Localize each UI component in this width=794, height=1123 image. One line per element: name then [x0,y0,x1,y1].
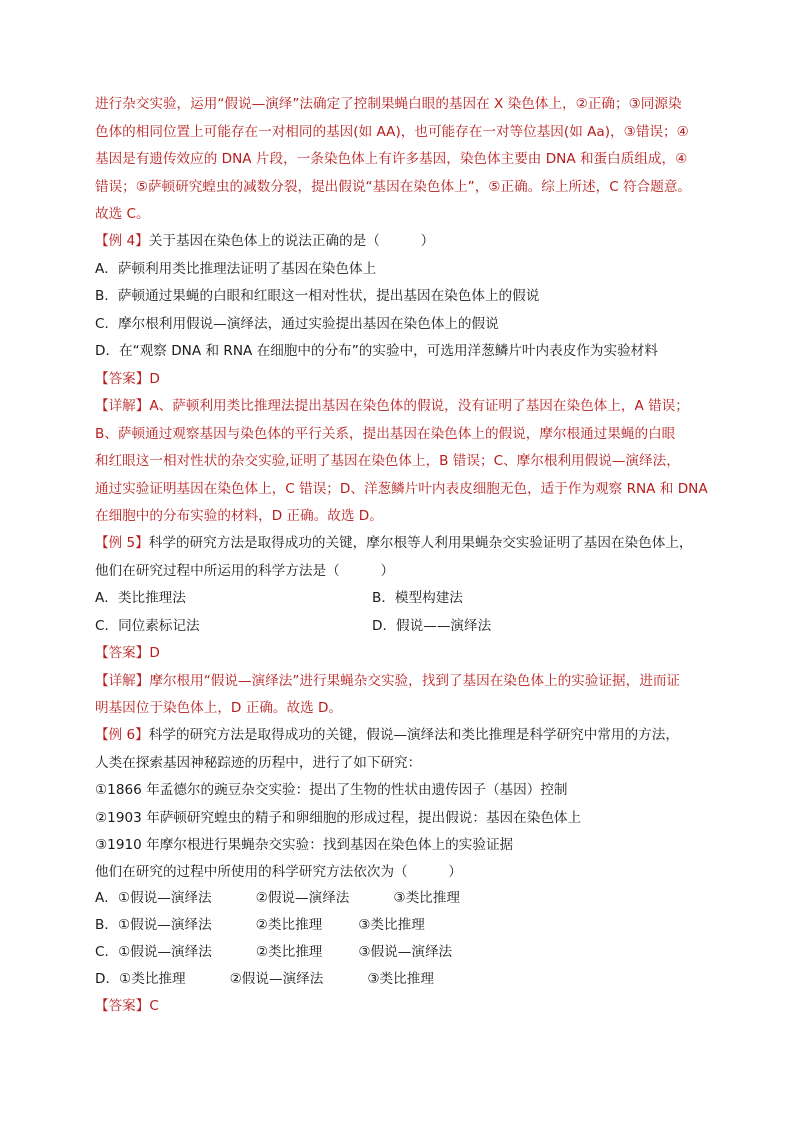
q5-option-b: B．模型构建法 [372,590,463,606]
q6-option-a [95,888,460,908]
intro-line-5: 故选 C。 [95,206,150,222]
q6-option-d-2: ②假说—演绎法 [229,971,324,987]
q4-tag: 【例 4】 [95,233,149,249]
q6-option-d-1: D．①类比推理 [95,971,186,987]
q6-item-2: ②1903 年萨顿研究蝗虫的精子和卵细胞的形成过程，提出假说：基因在染色体上 [95,810,582,826]
q5-tag: 【例 5】 [95,535,149,551]
q4-stem [95,231,434,251]
q6-option-b-2: ②类比推理 [255,917,323,933]
q6-option-c-3: ③假说—演绎法 [358,944,453,960]
q6-answer-tag: 【答案】 [95,998,150,1014]
q4-detail-line-4: 通过实验证明基因在染色体上，C 错误；D、洋葱鳞片叶内表皮细胞无色，适于作为观察 RNA 和 DNA [95,481,708,497]
q4-detail-text-1: A、萨顿利用类比推理法提出基因在染色体的假说，没有证明了基因在染色体上，A 错误； [149,398,689,414]
q6-option-d [95,969,434,989]
q6-answer-value: C [149,998,159,1014]
q4-option-a: A．萨顿利用类比推理法证明了基因在染色体上 [95,261,377,277]
q6-stem-line-6: 他们在研究的过程中所使用的科学研究方法依次为（ ） [95,864,463,880]
q4-answer-tag: 【答案】 [95,371,150,387]
q4-detail-tag: 【详解】 [95,398,150,414]
intro-line-4: 错误；⑤萨顿研究蝗虫的减数分裂，提出假说“基因在染色体上”，⑤正确。综上所述，C 符合题意。 [95,179,692,195]
q5-answer [95,643,160,663]
q5-detail-line-1 [95,671,680,691]
q5-detail-text-1: 摩尔根用“假说—演绎法”进行果蝇杂交实验，找到了基因在染色体上的实验证据，进而证 [149,673,681,689]
q6-option-a-3: ③类比推理 [393,890,460,906]
q6-option-a-2: ②假说—演绎法 [255,890,350,906]
q5-stem-line-1 [95,533,693,553]
q6-option-c [95,942,452,962]
q5-answer-value: D [149,645,160,661]
intro-line-3: 基因是有遗传效应的 DNA 片段，一条染色体上有许多基因，染色体主要由 DNA 和蛋白质组成，④ [95,151,688,167]
q6-stem-text-1: 科学的研究方法是取得成功的关键，假说—演绎法和类比推理是科学研究中常用的方法， [148,727,679,743]
q6-stem-line-1 [95,725,679,745]
q6-item-1: ①1866 年孟德尔的豌豆杂交实验：提出了生物的性状由遗传因子（基因）控制 [95,782,568,798]
q6-item-3: ③1910 年摩尔根进行果蝇杂交实验：找到基因在染色体上的实验证据 [95,837,514,853]
q5-option-a: A．类比推理法 [95,590,186,606]
q6-option-b [95,915,425,935]
q4-option-d: D．在“观察 DNA 和 RNA 在细胞中的分布”的实验中，可选用洋葱鳞片叶内表皮作为实验材料 [95,343,658,359]
intro-line-1: 进行杂交实验，运用“假说—演绎”法确定了控制果蝇白眼的基因在 X 染色体上，②正确；③同源染 [95,96,682,112]
q6-option-b-1: B．①假说—演绎法 [95,917,212,933]
q6-option-d-3: ③类比推理 [367,971,434,987]
q6-option-b-3: ③类比推理 [358,917,425,933]
q6-stem-line-2: 人类在探索基因神秘踪迹的历程中，进行了如下研究： [95,755,422,771]
q6-tag: 【例 6】 [95,727,149,743]
q4-detail-line-3: 和红眼这一相对性状的杂交实验,证明了基因在染色体上，B 错误；C、摩尔根利用假说—演绎法， [95,453,680,469]
q4-option-c: C．摩尔根利用假说—演绎法，通过实验提出基因在染色体上的假说 [95,316,499,332]
intro-line-2: 色体的相同位置上可能存在一对相同的基因(如 AA)，也可能存在一对等位基因(如 Aa)，③错误；④ [95,124,689,140]
q5-detail-line-2: 明基因位于染色体上，D 正确。故选 D。 [95,700,343,716]
q5-option-d: D．假说——演绎法 [372,618,492,634]
q5-option-c: C．同位素标记法 [95,618,200,634]
q6-option-c-1: C．①假说—演绎法 [95,944,212,960]
q5-stem-line-2: 他们在研究过程中所运用的科学方法是（ ） [95,563,395,579]
q4-answer [95,369,160,389]
q4-answer-value: D [149,371,160,387]
q5-detail-tag: 【详解】 [95,673,150,689]
q6-option-a-1: A．①假说—演绎法 [95,890,212,906]
q4-detail-line-5: 在细胞中的分布实验的材料，D 正确。故选 D。 [95,508,383,524]
q6-answer [95,996,159,1016]
q5-stem-text-1: 科学的研究方法是取得成功的关键，摩尔根等人利用果蝇杂交实验证明了基因在染色体上， [148,535,693,551]
q4-detail-line-2: B、萨顿通过观察基因与染色体的平行关系，提出基因在染色体上的假说，摩尔根通过果蝇的白眼 [95,426,676,442]
q4-stem-text: 关于基因在染色体上的说法正确的是（ ） [148,233,435,249]
q6-option-c-2: ②类比推理 [255,944,323,960]
q5-answer-tag: 【答案】 [95,645,150,661]
q4-option-b: B．萨顿通过果蝇的白眼和红眼这一相对性状，提出基因在染色体上的假说 [95,288,540,304]
q4-detail-line-1 [95,396,689,416]
